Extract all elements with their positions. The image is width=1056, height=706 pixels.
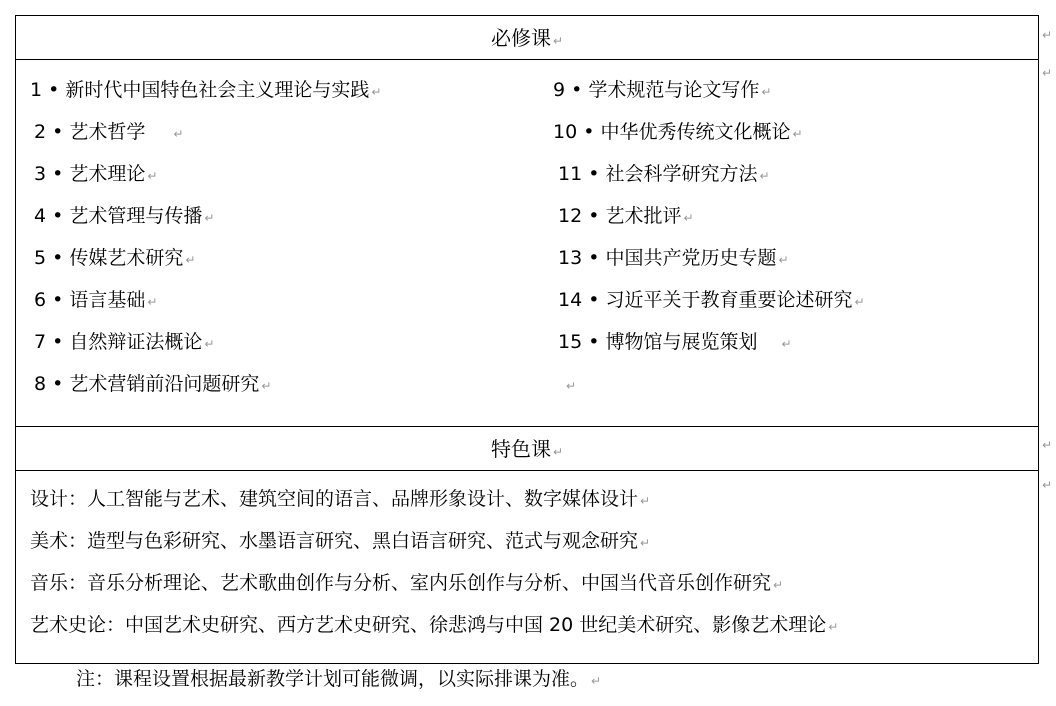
paragraph-mark-icon: ↵ [147, 295, 158, 309]
special-course-line: 美术：造型与色彩研究、水墨语言研究、黑白语言研究、范式与观念研究 ↵ [30, 530, 651, 552]
paragraph-mark-icon: ↵ [147, 169, 158, 183]
required-course-item: 12 • 艺术批评 ↵ [558, 205, 694, 227]
required-course-item: 10 • 中华优秀传统文化概论 ↵ [553, 121, 803, 143]
paragraph-mark-icon: ↵ [185, 253, 196, 267]
paragraph-mark-icon: ↵ [773, 578, 784, 592]
required-course-item: 3 • 艺术理论 ↵ [34, 163, 158, 185]
required-course-item: 4 • 艺术管理与传播 ↵ [34, 205, 215, 227]
paragraph-mark-icon: ↵ [781, 337, 792, 351]
required-course-item: 14 • 习近平关于教育重要论述研究 ↵ [558, 289, 865, 311]
paragraph-mark-icon: ↵ [683, 211, 694, 225]
paragraph-mark-icon: ↵ [552, 34, 564, 48]
course-table [15, 15, 1039, 664]
empty-cell [564, 372, 576, 398]
row-end-mark-icon: ↵ [1041, 28, 1052, 42]
required-course-item: 11 • 社会科学研究方法 ↵ [558, 163, 770, 185]
paragraph-mark-icon: ↵ [204, 211, 215, 225]
required-course-item: 6 • 语言基础 ↵ [34, 289, 158, 311]
required-course-item: 5 • 传媒艺术研究 ↵ [34, 247, 196, 269]
required-course-item: 13 • 中国共产党历史专题 ↵ [558, 247, 789, 269]
paragraph-mark-icon: ↵ [566, 379, 577, 393]
paragraph-mark-icon: ↵ [854, 295, 865, 309]
required-courses-header [16, 16, 1038, 60]
row-end-mark-icon: ↵ [1041, 478, 1052, 492]
note-text: 注：课程设置根据最新教学计划可能微调，以实际排课为准。 ↵ [76, 668, 602, 690]
required-course-item: 1 • 新时代中国特色社会主义理论与实践 ↵ [30, 79, 382, 101]
paragraph-mark-icon: ↵ [173, 127, 184, 141]
required-courses-title: 必修课 [490, 26, 551, 50]
paragraph-mark-icon: ↵ [828, 620, 839, 634]
paragraph-mark-icon: ↵ [204, 337, 215, 351]
special-courses-header [16, 426, 1038, 471]
special-course-line: 设计：人工智能与艺术、建筑空间的语言、品牌形象设计、数字媒体设计 ↵ [30, 488, 651, 510]
required-course-item: 8 • 艺术营销前沿问题研究 ↵ [34, 373, 272, 395]
required-course-item: 7 • 自然辩证法概论 ↵ [34, 331, 215, 353]
row-end-mark-icon: ↵ [1041, 66, 1052, 80]
paragraph-mark-icon: ↵ [761, 85, 772, 99]
paragraph-mark-icon: ↵ [778, 253, 789, 267]
special-course-line: 音乐：音乐分析理论、艺术歌曲创作与分析、室内乐创作与分析、中国当代音乐创作研究 ↵ [30, 572, 784, 594]
row-end-mark-icon: ↵ [1041, 438, 1052, 452]
paragraph-mark-icon: ↵ [591, 674, 602, 688]
special-course-line: 艺术史论：中国艺术史研究、西方艺术史研究、徐悲鸿与中国 20 世纪美术研究、影像艺术理论 ↵ [30, 614, 839, 636]
paragraph-mark-icon: ↵ [371, 85, 382, 99]
paragraph-mark-icon: ↵ [759, 169, 770, 183]
paragraph-mark-icon: ↵ [640, 536, 651, 550]
paragraph-mark-icon: ↵ [792, 127, 803, 141]
paragraph-mark-icon: ↵ [552, 445, 564, 459]
required-course-item: 9 • 学术规范与论文写作 ↵ [553, 79, 772, 101]
paragraph-mark-icon: ↵ [640, 494, 651, 508]
required-course-item: 15 • 博物馆与展览策划 ↵ [558, 331, 792, 353]
paragraph-mark-icon: ↵ [261, 379, 272, 393]
special-courses-title: 特色课 [490, 437, 551, 461]
required-course-item: 2 • 艺术哲学 ↵ [34, 121, 184, 143]
